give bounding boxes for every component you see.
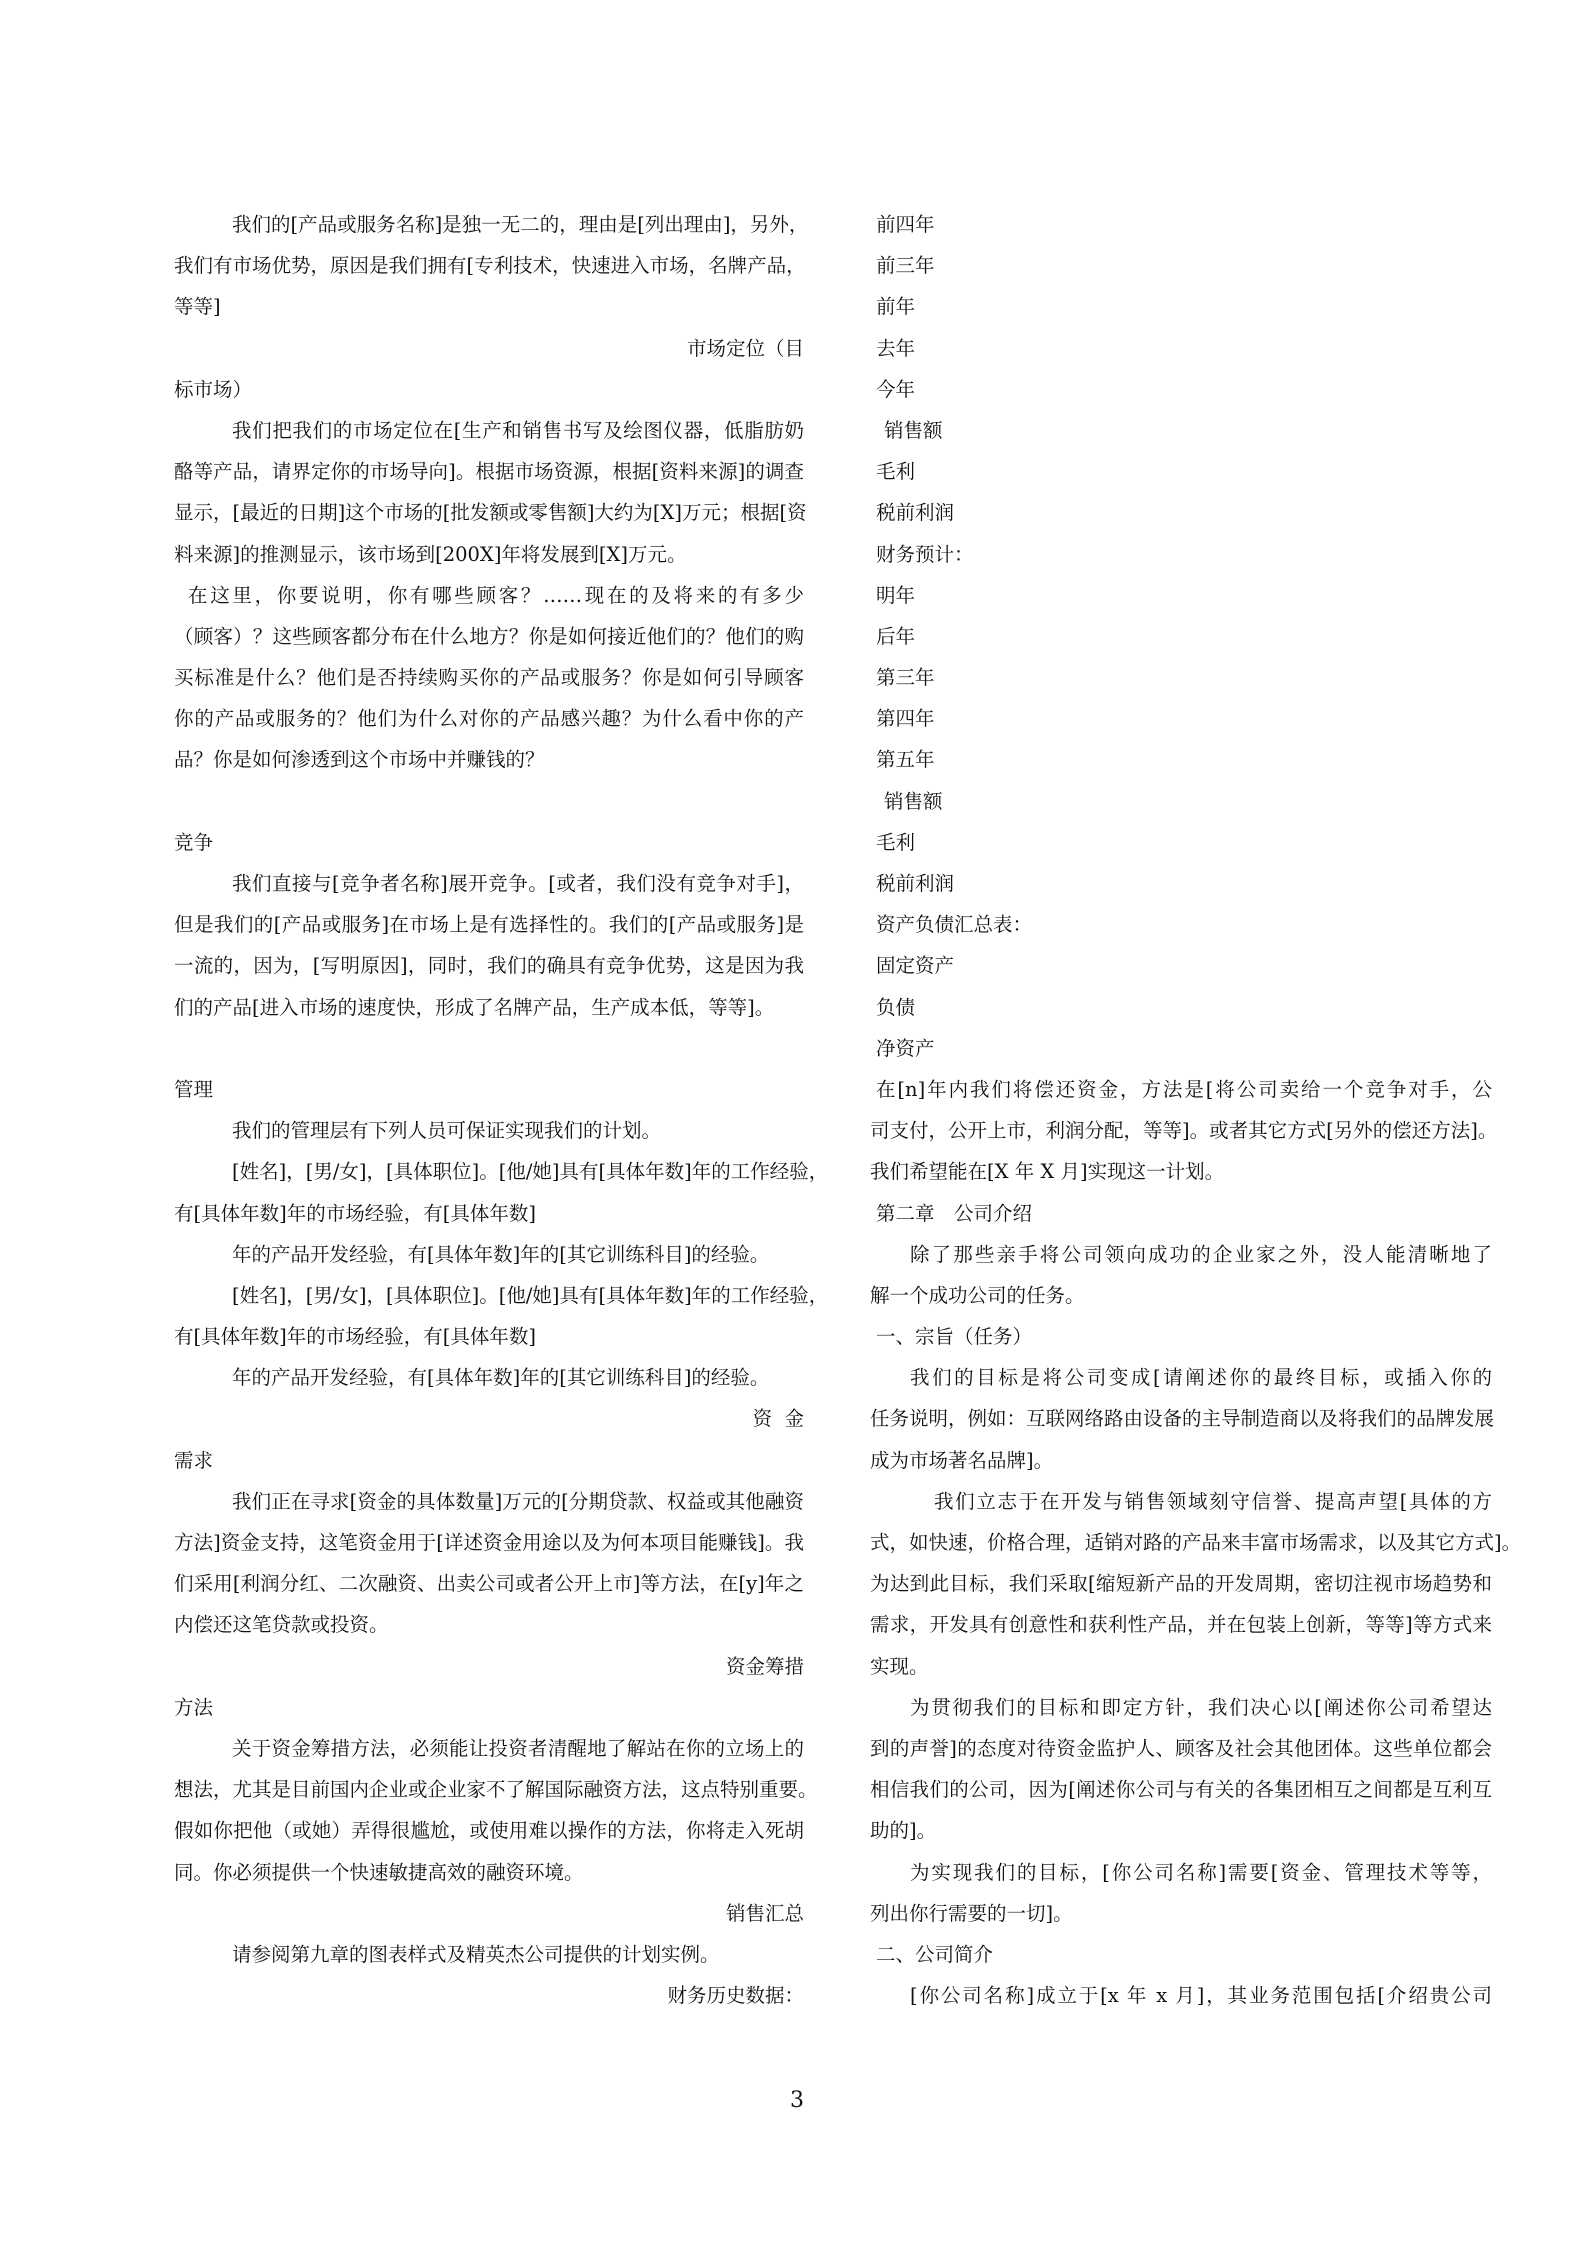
right-column-line: 需求，开发具有创意性和获利性产品，并在包装上创新，等等]等方式来 [870, 1613, 1492, 1637]
right-column-line: 明年 [876, 583, 916, 607]
right-column-line: 为实现我们的目标，[你公司名称]需要[资金、管理技术等等， [910, 1860, 1492, 1884]
left-column-line: 市场定位（目 [686, 336, 804, 360]
left-column-line: （顾客）？这些顾客都分布在什么地方？你是如何接近他们的？他们的购 [174, 624, 804, 648]
left-column-line: 关于资金筹措方法，必须能让投资者清醒地了解站在你的立场上的 [232, 1736, 804, 1760]
left-column-line: 需求 [174, 1448, 214, 1472]
left-column-line: 你的产品或服务的？他们为什么对你的产品感兴趣？为什么看中你的产 [174, 707, 804, 731]
left-column-line: 资金筹措 [725, 1654, 804, 1678]
right-column-line: 实现。 [870, 1654, 929, 1678]
right-column-line: 去年 [876, 336, 916, 360]
left-column-line: 有[具体年数]年的市场经验，有[具体年数] [174, 1201, 536, 1225]
left-column-line: 我们的管理层有下列人员可保证实现我们的计划。 [232, 1119, 662, 1143]
right-column-line: 后年 [876, 624, 916, 648]
left-column-line: 我们的[产品或服务名称]是独一无二的，理由是[列出理由]，另外， [232, 213, 809, 236]
left-column-line: 同。你必须提供一个快速敏捷高效的融资环境。 [174, 1860, 584, 1884]
right-column-line: 第四年 [876, 707, 935, 731]
left-column-line: [姓名]，[男/女]，[具体职位]。[他/她]具有[具体年数]年的工作经验， [232, 1160, 829, 1184]
right-column-line: 二、公司简介 [876, 1942, 994, 1966]
left-column-line: 我们把我们的市场定位在[生产和销售书写及绘图仪器，低脂肪奶 [232, 418, 804, 442]
right-column-line: 今年 [876, 377, 916, 401]
left-column-line: 请参阅第九章的图表样式及精英杰公司提供的计划实例。 [232, 1942, 720, 1966]
right-column-line: 我们希望能在[X 年 X 月]实现这一计划。 [870, 1160, 1225, 1184]
left-column-line: 财务历史数据： [667, 1984, 804, 2008]
right-column-line: 除了那些亲手将公司领向成功的企业家之外，没人能清晰地了 [910, 1242, 1492, 1266]
right-column-line: 负债 [876, 995, 916, 1019]
left-column-line [174, 781, 804, 822]
right-column-line: 毛利 [876, 830, 916, 854]
right-column-line: 为达到此目标，我们采取[缩短新产品的开发周期，密切注视市场趋势和 [870, 1572, 1492, 1596]
left-column-line: 显示，[最近的日期]这个市场的[批发额或零售额]大约为[X]万元；根据[资 [174, 501, 807, 525]
left-column-line: 们的产品[进入市场的速度快，形成了名牌产品，生产成本低，等等]。 [174, 995, 775, 1019]
left-column-line [174, 1028, 804, 1069]
left-column-line: 在这里，你要说明，你有哪些顾客？……现在的及将来的有多少 [188, 583, 804, 607]
right-column-line: 第三年 [876, 666, 935, 690]
left-column-line: 料来源]的推测显示，该市场到[200X]年将发展到[X]万元。 [174, 542, 687, 566]
left-column-line: 们采用[利润分红、二次融资、出卖公司或者公开上市]等方法，在[y]年之 [174, 1572, 804, 1596]
right-column-line: 我们立志于在开发与销售领域刻守信誉、提高声望[具体的方 [934, 1489, 1492, 1513]
right-column-line: 任务说明，例如：互联网络路由设备的主导制造商以及将我们的品牌发展 [870, 1407, 1495, 1431]
right-column-line: 解一个成功公司的任务。 [870, 1283, 1085, 1307]
right-column-line: 税前利润 [876, 501, 955, 525]
left-column-line: 我们直接与[竞争者名称]展开竞争。[或者，我们没有竞争对手]， [232, 872, 804, 895]
left-column-line: 但是我们的[产品或服务]在市场上是有选择性的。我们的[产品或服务]是 [174, 913, 804, 937]
right-column-line: 我们的目标是将公司变成[请阐述你的最终目标，或插入你的 [910, 1366, 1492, 1390]
left-column-line: 我们正在寻求[资金的具体数量]万元的[分期贷款、权益或其他融资 [232, 1489, 804, 1513]
right-column-line: 司支付，公开上市，利润分配，等等]。或者其它方式[另外的偿还方法]。 [870, 1119, 1498, 1143]
left-column-line: 资 金 [752, 1407, 804, 1431]
right-column-line: 资产负债汇总表： [876, 913, 1033, 937]
right-column-line: 到的声誉]的态度对待资金监护人、顾客及社会其他团体。这些单位都会 [870, 1736, 1492, 1760]
left-column-line: 管理 [174, 1077, 214, 1101]
left-column-line: 内偿还这笔贷款或投资。 [174, 1613, 389, 1637]
right-column-line: 销售额 [884, 418, 943, 442]
left-column-line: 有[具体年数]年的市场经验，有[具体年数] [174, 1325, 536, 1349]
right-column-line: 净资产 [876, 1036, 935, 1060]
left-column-line: 方法 [174, 1695, 214, 1719]
right-column-line: 列出你行需要的一切]。 [870, 1901, 1073, 1925]
left-column-line: 销售汇总 [725, 1901, 804, 1925]
right-column-line: 相信我们的公司，因为[阐述你公司与有关的各集团相互之间都是互利互 [870, 1778, 1492, 1802]
left-column-line: [姓名]，[男/女]，[具体职位]。[他/她]具有[具体年数]年的工作经验， [232, 1283, 829, 1307]
right-column-line: 毛利 [876, 460, 916, 484]
left-column-line: 等等] [174, 295, 221, 319]
page-number: 3 [790, 2088, 804, 2113]
right-column-line: [你公司名称]成立于[x 年 x 月]，其业务范围包括[介绍贵公司 [910, 1984, 1492, 2008]
right-column-line: 第二章 公司介绍 [876, 1201, 1033, 1225]
left-column-line: 买标准是什么？他们是否持续购买你的产品或服务？你是如何引导顾客 [174, 666, 804, 690]
left-column-line: 一流的，因为，[写明原因]，同时，我们的确具有竞争优势，这是因为我 [174, 954, 804, 978]
right-column-line: 助的]。 [870, 1819, 937, 1843]
left-column-line: 年的产品开发经验，有[具体年数]年的[其它训练科目]的经验。 [232, 1366, 770, 1390]
right-column-line: 固定资产 [876, 954, 955, 978]
right-column-line: 前年 [876, 295, 916, 319]
left-column-line: 方法]资金支持，这笔资金用于[详述资金用途以及为何本项目能赚钱]。我 [174, 1531, 804, 1554]
left-column-line: 我们有市场优势，原因是我们拥有[专利技术，快速进入市场，名牌产品， [174, 254, 806, 278]
right-column-line: 销售额 [884, 789, 943, 813]
left-column-line: 标市场） [174, 377, 253, 401]
left-column-line: 竞争 [174, 830, 214, 854]
right-column-line: 前三年 [876, 254, 935, 278]
left-column [174, 204, 829, 2016]
right-column-line: 在[n]年内我们将偿还资金，方法是[将公司卖给一个竞争对手，公 [876, 1077, 1492, 1101]
right-column-line: 税前利润 [876, 872, 955, 895]
right-column-line: 第五年 [876, 748, 935, 772]
left-column-line: 年的产品开发经验，有[具体年数]年的[其它训练科目]的经验。 [232, 1242, 770, 1266]
right-column-line: 成为市场著名品牌]。 [870, 1448, 1054, 1472]
left-column-line: 品？你是如何渗透到这个市场中并赚钱的？ [174, 748, 545, 772]
left-column-line: 假如你把他（或她）弄得很尴尬，或使用难以操作的方法，你将走入死胡 [174, 1819, 804, 1843]
right-column-line: 财务预计： [876, 542, 974, 566]
right-column-line: 式，如快速，价格合理，适销对路的产品来丰富市场需求，以及其它方式]。 [870, 1531, 1522, 1554]
right-column [870, 204, 1522, 2016]
right-column-line: 前四年 [876, 213, 935, 236]
right-column-line: 一、宗旨（任务） [876, 1325, 1033, 1349]
right-column-line: 为贯彻我们的目标和即定方针，我们决心以[阐述你公司希望达 [910, 1695, 1492, 1719]
left-column-line: 酪等产品，请界定你的市场导向]。根据市场资源，根据[资料来源]的调查 [174, 460, 804, 484]
left-column-line: 想法，尤其是目前国内企业或企业家不了解国际融资方法，这点特别重要。 [174, 1778, 818, 1802]
